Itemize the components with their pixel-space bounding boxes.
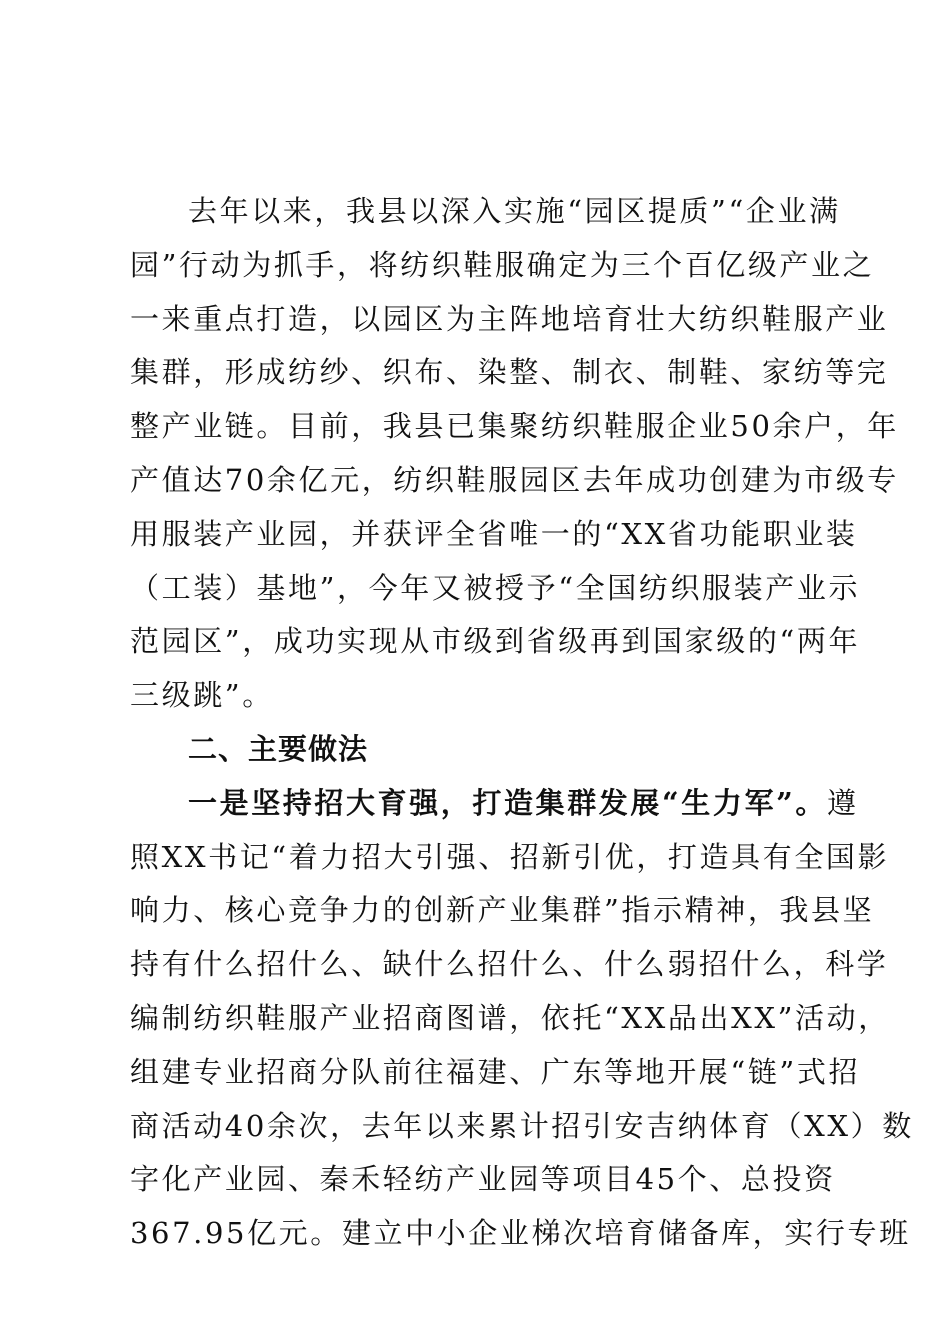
paragraph-line: 组建专业招商分队前往福建、广东等地开展“链”式招 bbox=[130, 1054, 861, 1089]
paragraph-line: 集群，形成纺纱、织布、染整、制衣、制鞋、家纺等完 bbox=[130, 355, 889, 390]
paragraph-line: 去年以来，我县以深入实施“园区提质”“企业满 bbox=[188, 194, 841, 228]
paragraph-line: 整产业链。目前，我县已集聚纺织鞋服企业50余户，年 bbox=[130, 409, 899, 444]
paragraph-line: 编制纺织鞋服产业招商图谱，依托“XX品出XX”活动， bbox=[130, 1000, 890, 1035]
paragraph-line: 照XX书记“着力招大引强、招新引优，打造具有全国影 bbox=[130, 839, 890, 874]
paragraph-line: 一来重点打造，以园区为主阵地培育壮大纺织鞋服产业 bbox=[130, 301, 889, 336]
paragraph-line: 范园区”，成功实现从市级到省级再到国家级的“两年 bbox=[130, 624, 861, 659]
paragraph-lead-line bbox=[130, 777, 859, 831]
paragraph-line: 园”行动为抓手，将纺织鞋服确定为三个百亿级产业之 bbox=[130, 247, 875, 282]
paragraph-line: 响力、核心竞争力的创新产业集群”指示精神，我县坚 bbox=[130, 893, 875, 928]
bold-lead: 一是坚持招大育强，打造集群发展“生力军”。 bbox=[188, 785, 827, 820]
document-page bbox=[130, 185, 914, 1261]
paragraph-line: 持有什么招什么、缺什么招什么、什么弱招什么，科学 bbox=[130, 947, 889, 982]
lead-rest: 遵 bbox=[826, 785, 859, 820]
paragraph-line: 三级跳”。 bbox=[130, 678, 274, 713]
paragraph-line: 产值达70余亿元，纺织鞋服园区去年成功创建为市级专 bbox=[130, 462, 899, 497]
paragraph-line: 用服装产业园，并获评全省唯一的“XX省功能职业装 bbox=[130, 516, 858, 551]
paragraph-line: 367.95亿元。建立中小企业梯次培育储备库，实行专班 bbox=[130, 1216, 911, 1251]
paragraph-line: （工装）基地”，今年又被授予“全国纺织服装产业示 bbox=[130, 570, 861, 605]
paragraph-line: 商活动40余次，去年以来累计招引安吉纳体育（XX）数 bbox=[130, 1108, 914, 1143]
paragraph-line: 字化产业园、秦禾轻纺产业园等项目45个、总投资 bbox=[130, 1162, 836, 1197]
section-heading: 二、主要做法 bbox=[188, 731, 369, 766]
